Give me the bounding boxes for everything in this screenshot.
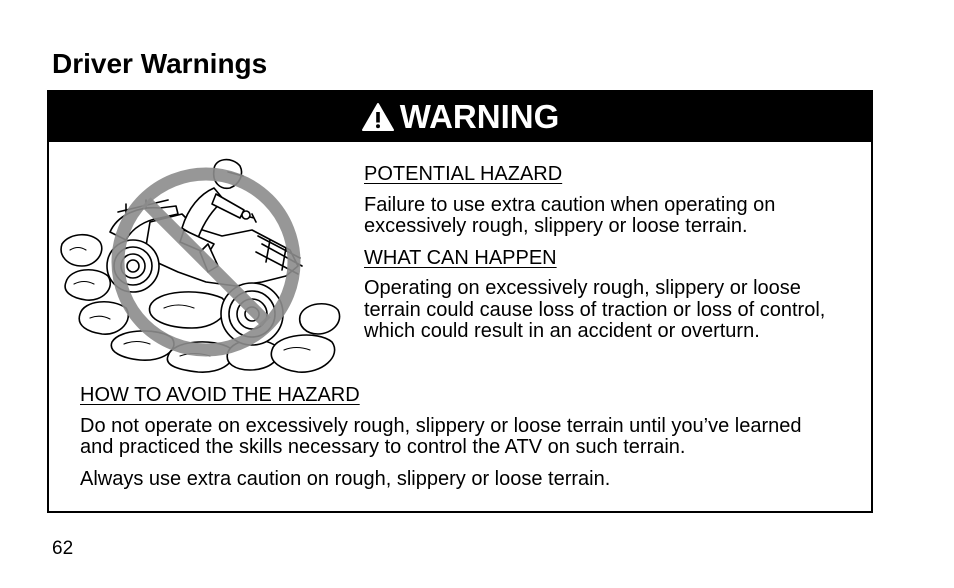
exclamation-bar: [376, 112, 380, 123]
rider-glove: [242, 211, 250, 219]
text-line: and practiced the skills necessary to control the ATV on such terrain.: [80, 436, 686, 458]
rider-arm: [212, 194, 244, 218]
how-to-avoid-paragraph: [80, 469, 860, 491]
text-line: terrain could cause loss of traction or loss of control,: [364, 298, 826, 321]
what-can-happen-heading: WHAT CAN HAPPEN: [364, 246, 557, 269]
rock-shape: [79, 302, 128, 334]
warning-triangle-icon: [361, 102, 395, 132]
what-can-happen-text: [364, 278, 864, 343]
rock-shape: [61, 235, 102, 266]
how-to-avoid-paragraph: [80, 416, 860, 459]
rock-shape: [65, 270, 110, 300]
rock-shape: [150, 292, 227, 328]
text-line: excessively rough, slippery or loose terrain.: [364, 215, 748, 237]
page-title: Driver Warnings: [52, 48, 268, 79]
how-to-avoid-heading: HOW TO AVOID THE HAZARD: [80, 384, 360, 406]
how-to-avoid-section: [80, 385, 860, 500]
atv-rough-terrain-prohibited-icon: [60, 150, 350, 380]
page-number: 62: [52, 538, 74, 559]
warning-header: [49, 92, 871, 142]
potential-hazard-heading: POTENTIAL HAZARD: [364, 163, 563, 185]
rock-shape: [271, 335, 334, 372]
warning-box: [47, 90, 873, 513]
potential-hazard-text: [364, 195, 864, 238]
text-line: which could result in an accident or overturn.: [364, 320, 760, 342]
warning-label: WARNING: [399, 98, 560, 135]
text-line: Always use extra caution on rough, slippery or loose terrain.: [80, 467, 611, 490]
text-line: Failure to use extra caution when operating on: [364, 193, 776, 216]
hazard-details: [364, 164, 864, 353]
rock-shape: [300, 304, 340, 334]
text-line: Operating on excessively rough, slippery or loose: [364, 277, 801, 299]
text-line: Do not operate on excessively rough, slippery or loose terrain until you’ve learned: [80, 414, 802, 437]
exclamation-dot: [376, 124, 380, 128]
